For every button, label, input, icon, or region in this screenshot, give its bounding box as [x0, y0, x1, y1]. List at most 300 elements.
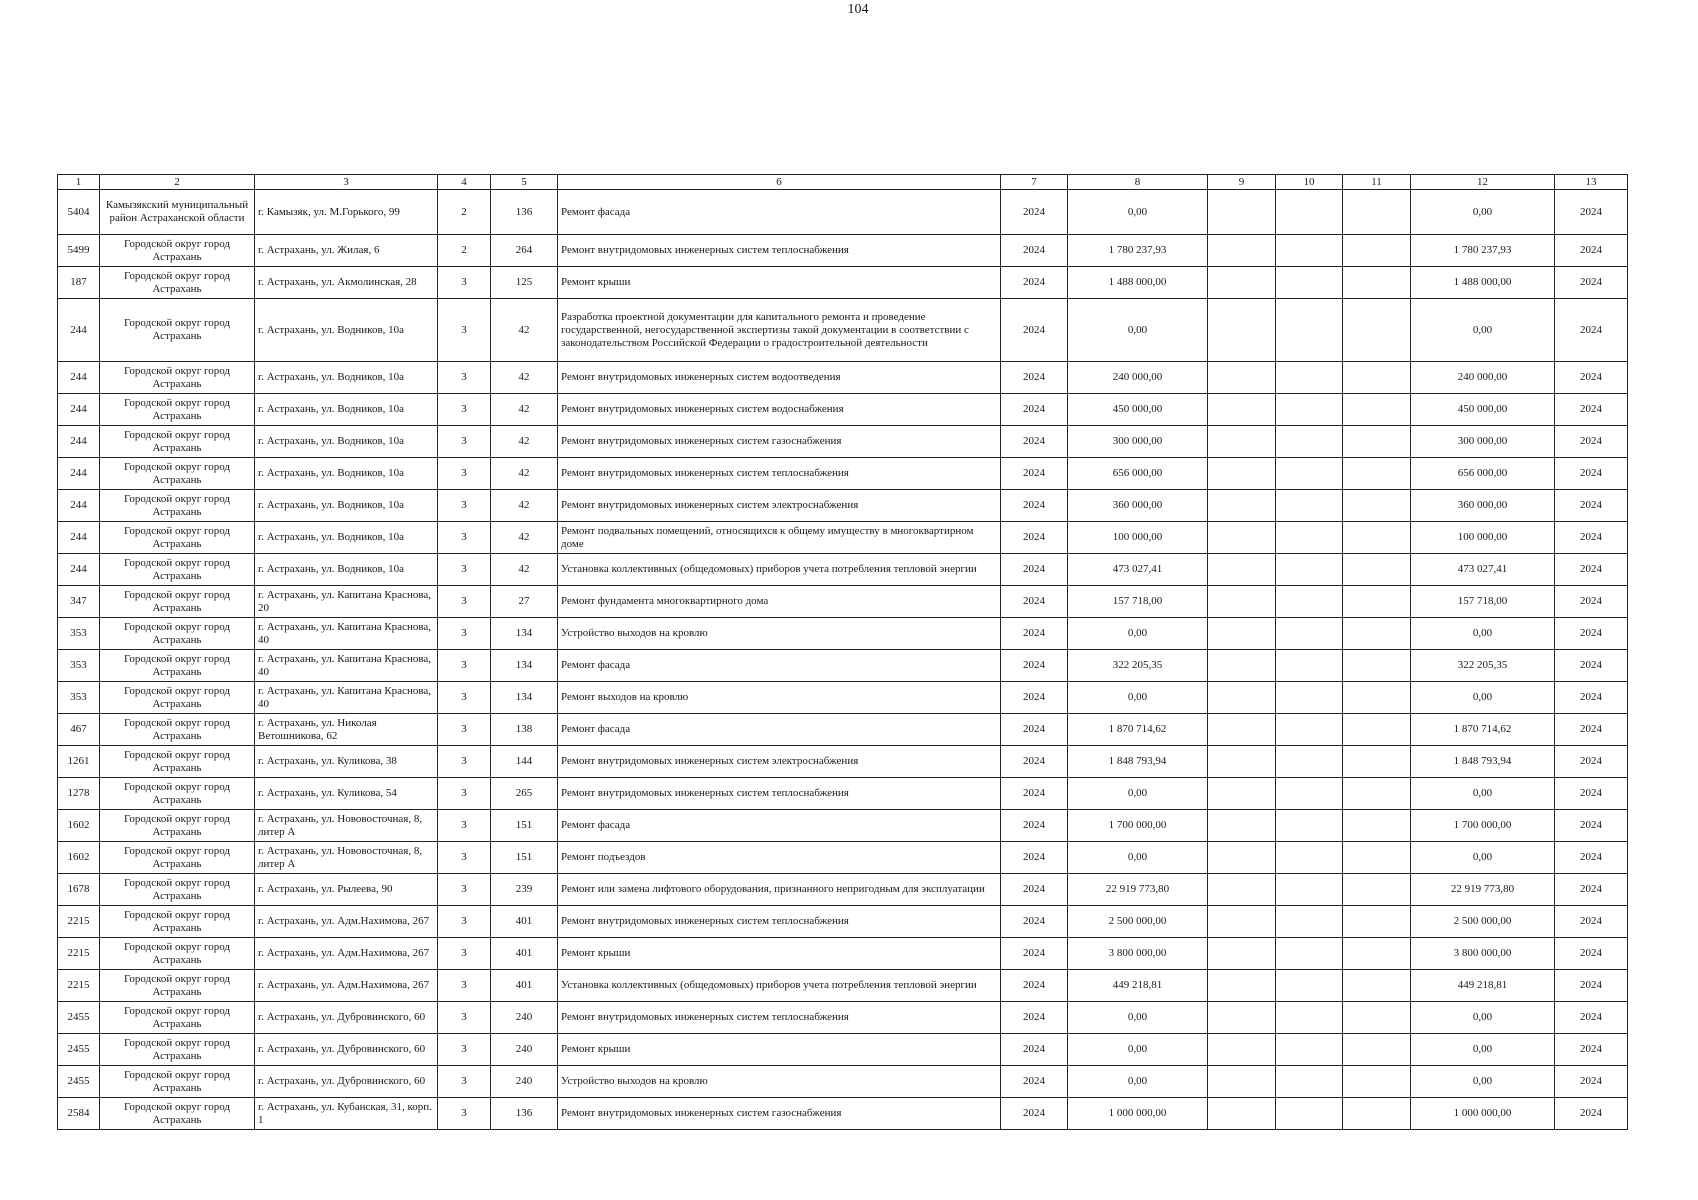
cell-col-13: 2024: [1555, 522, 1628, 554]
cell-col-7: 2024: [1001, 267, 1068, 299]
cell-col-10: [1276, 235, 1343, 267]
cell-col-9: [1208, 618, 1276, 650]
cell-col-5: 239: [491, 874, 558, 906]
cell-col-10: [1276, 586, 1343, 618]
cell-col-12: 0,00: [1411, 1002, 1555, 1034]
cell-col-9: [1208, 1066, 1276, 1098]
cell-col-12: 656 000,00: [1411, 458, 1555, 490]
table-row: [58, 362, 1628, 394]
column-header-7: 7: [1001, 175, 1068, 190]
cell-col-11: [1343, 714, 1411, 746]
cell-col-1: 244: [58, 522, 100, 554]
cell-col-4: 3: [438, 746, 491, 778]
cell-col-9: [1208, 906, 1276, 938]
cell-col-6: Ремонт внутридомовых инженерных систем водоснабжения: [558, 394, 1001, 426]
cell-col-5: 264: [491, 235, 558, 267]
cell-col-5: 136: [491, 190, 558, 235]
cell-col-12: 1 488 000,00: [1411, 267, 1555, 299]
column-header-8: 8: [1068, 175, 1208, 190]
cell-col-8: 1 488 000,00: [1068, 267, 1208, 299]
cell-col-3: г. Астрахань, ул. Акмолинская, 28: [255, 267, 438, 299]
column-header-4: 4: [438, 175, 491, 190]
cell-col-7: 2024: [1001, 1066, 1068, 1098]
cell-col-4: 3: [438, 1098, 491, 1130]
cell-col-8: 0,00: [1068, 682, 1208, 714]
cell-col-4: 3: [438, 1034, 491, 1066]
cell-col-3: г. Астрахань, ул. Адм.Нахимова, 267: [255, 938, 438, 970]
cell-col-8: 449 218,81: [1068, 970, 1208, 1002]
cell-col-10: [1276, 970, 1343, 1002]
cell-col-13: 2024: [1555, 682, 1628, 714]
column-header-3: 3: [255, 175, 438, 190]
cell-col-1: 2215: [58, 938, 100, 970]
cell-col-6: Разработка проектной документации для капитального ремонта и проведение государственной, негосударственной экспертизы такой документации в соответствии с законодательством Российской Федерации о градостроительной деятельности: [558, 299, 1001, 362]
cell-col-9: [1208, 970, 1276, 1002]
cell-col-13: 2024: [1555, 299, 1628, 362]
cell-col-1: 467: [58, 714, 100, 746]
cell-col-11: [1343, 874, 1411, 906]
cell-col-11: [1343, 842, 1411, 874]
cell-col-3: г. Астрахань, ул. Нововосточная, 8, литер А: [255, 842, 438, 874]
cell-col-13: 2024: [1555, 618, 1628, 650]
cell-col-13: 2024: [1555, 235, 1628, 267]
cell-col-12: 3 800 000,00: [1411, 938, 1555, 970]
cell-col-5: 27: [491, 586, 558, 618]
cell-col-7: 2024: [1001, 394, 1068, 426]
cell-col-11: [1343, 586, 1411, 618]
cell-col-9: [1208, 842, 1276, 874]
cell-col-13: 2024: [1555, 778, 1628, 810]
cell-col-5: 42: [491, 490, 558, 522]
cell-col-12: 0,00: [1411, 299, 1555, 362]
cell-col-2: Городской округ город Астрахань: [100, 1034, 255, 1066]
cell-col-12: 473 027,41: [1411, 554, 1555, 586]
cell-col-7: 2024: [1001, 714, 1068, 746]
table-row: [58, 267, 1628, 299]
cell-col-3: г. Астрахань, ул. Водников, 10а: [255, 554, 438, 586]
cell-col-8: 3 800 000,00: [1068, 938, 1208, 970]
cell-col-5: 136: [491, 1098, 558, 1130]
cell-col-9: [1208, 938, 1276, 970]
cell-col-4: 3: [438, 682, 491, 714]
cell-col-13: 2024: [1555, 842, 1628, 874]
cell-col-7: 2024: [1001, 490, 1068, 522]
cell-col-10: [1276, 938, 1343, 970]
cell-col-4: 3: [438, 810, 491, 842]
cell-col-10: [1276, 490, 1343, 522]
cell-col-1: 347: [58, 586, 100, 618]
cell-col-3: г. Астрахань, ул. Жилая, 6: [255, 235, 438, 267]
cell-col-9: [1208, 586, 1276, 618]
table-row: [58, 190, 1628, 235]
cell-col-6: Ремонт внутридомовых инженерных систем электроснабжения: [558, 490, 1001, 522]
page-number: 104: [847, 2, 869, 17]
cell-col-10: [1276, 299, 1343, 362]
cell-col-5: 265: [491, 778, 558, 810]
cell-col-8: 240 000,00: [1068, 362, 1208, 394]
cell-col-6: Ремонт внутридомовых инженерных систем теплоснабжения: [558, 458, 1001, 490]
cell-col-9: [1208, 426, 1276, 458]
cell-col-11: [1343, 1002, 1411, 1034]
cell-col-8: 2 500 000,00: [1068, 906, 1208, 938]
cell-col-13: 2024: [1555, 458, 1628, 490]
cell-col-10: [1276, 906, 1343, 938]
cell-col-9: [1208, 458, 1276, 490]
table-row: [58, 1066, 1628, 1098]
cell-col-6: Ремонт фасада: [558, 650, 1001, 682]
table-row: [58, 1098, 1628, 1130]
cell-col-13: 2024: [1555, 938, 1628, 970]
cell-col-11: [1343, 190, 1411, 235]
cell-col-3: г. Астрахань, ул. Дубровинского, 60: [255, 1002, 438, 1034]
table-row: [58, 235, 1628, 267]
cell-col-8: 0,00: [1068, 1002, 1208, 1034]
cell-col-9: [1208, 362, 1276, 394]
cell-col-8: 656 000,00: [1068, 458, 1208, 490]
cell-col-3: г. Астрахань, ул. Нововосточная, 8, литер А: [255, 810, 438, 842]
cell-col-7: 2024: [1001, 938, 1068, 970]
cell-col-9: [1208, 522, 1276, 554]
cell-col-11: [1343, 618, 1411, 650]
cell-col-9: [1208, 874, 1276, 906]
column-header-6: 6: [558, 175, 1001, 190]
cell-col-9: [1208, 714, 1276, 746]
cell-col-9: [1208, 1034, 1276, 1066]
column-header-12: 12: [1411, 175, 1555, 190]
cell-col-3: г. Астрахань, ул. Куликова, 38: [255, 746, 438, 778]
cell-col-2: Городской округ город Астрахань: [100, 267, 255, 299]
table-header-row: [58, 175, 1628, 190]
cell-col-11: [1343, 426, 1411, 458]
cell-col-11: [1343, 1066, 1411, 1098]
cell-col-8: 473 027,41: [1068, 554, 1208, 586]
table-row: [58, 938, 1628, 970]
cell-col-1: 1602: [58, 842, 100, 874]
cell-col-8: 1 700 000,00: [1068, 810, 1208, 842]
cell-col-13: 2024: [1555, 810, 1628, 842]
column-header-1: 1: [58, 175, 100, 190]
cell-col-11: [1343, 1034, 1411, 1066]
cell-col-1: 1602: [58, 810, 100, 842]
cell-col-10: [1276, 554, 1343, 586]
cell-col-1: 1261: [58, 746, 100, 778]
cell-col-9: [1208, 1002, 1276, 1034]
cell-col-9: [1208, 746, 1276, 778]
cell-col-4: 3: [438, 1002, 491, 1034]
cell-col-11: [1343, 810, 1411, 842]
cell-col-12: 2 500 000,00: [1411, 906, 1555, 938]
cell-col-4: 3: [438, 299, 491, 362]
cell-col-7: 2024: [1001, 970, 1068, 1002]
table-row: [58, 778, 1628, 810]
cell-col-10: [1276, 650, 1343, 682]
cell-col-6: Ремонт выходов на кровлю: [558, 682, 1001, 714]
cell-col-10: [1276, 426, 1343, 458]
cell-col-4: 3: [438, 714, 491, 746]
table-row: [58, 522, 1628, 554]
table-row: [58, 682, 1628, 714]
cell-col-12: 100 000,00: [1411, 522, 1555, 554]
cell-col-10: [1276, 746, 1343, 778]
cell-col-7: 2024: [1001, 426, 1068, 458]
cell-col-13: 2024: [1555, 650, 1628, 682]
cell-col-3: г. Астрахань, ул. Капитана Краснова, 40: [255, 650, 438, 682]
cell-col-13: 2024: [1555, 1098, 1628, 1130]
cell-col-1: 244: [58, 458, 100, 490]
cell-col-7: 2024: [1001, 362, 1068, 394]
cell-col-11: [1343, 682, 1411, 714]
cell-col-12: 450 000,00: [1411, 394, 1555, 426]
cell-col-9: [1208, 810, 1276, 842]
cell-col-6: Устройство выходов на кровлю: [558, 1066, 1001, 1098]
cell-col-7: 2024: [1001, 458, 1068, 490]
cell-col-12: 0,00: [1411, 1066, 1555, 1098]
cell-col-9: [1208, 267, 1276, 299]
cell-col-10: [1276, 522, 1343, 554]
cell-col-10: [1276, 362, 1343, 394]
cell-col-2: Городской округ город Астрахань: [100, 362, 255, 394]
cell-col-12: 1 700 000,00: [1411, 810, 1555, 842]
cell-col-13: 2024: [1555, 362, 1628, 394]
cell-col-7: 2024: [1001, 235, 1068, 267]
cell-col-11: [1343, 394, 1411, 426]
cell-col-7: 2024: [1001, 299, 1068, 362]
cell-col-8: 450 000,00: [1068, 394, 1208, 426]
cell-col-2: Городской округ город Астрахань: [100, 746, 255, 778]
cell-col-4: 3: [438, 394, 491, 426]
cell-col-6: Установка коллективных (общедомовых) приборов учета потребления тепловой энергии: [558, 970, 1001, 1002]
cell-col-3: г. Астрахань, ул. Дубровинского, 60: [255, 1034, 438, 1066]
cell-col-6: Ремонт фасада: [558, 810, 1001, 842]
cell-col-3: г. Астрахань, ул. Водников, 10а: [255, 458, 438, 490]
cell-col-5: 42: [491, 426, 558, 458]
cell-col-11: [1343, 906, 1411, 938]
column-header-11: 11: [1343, 175, 1411, 190]
cell-col-8: 322 205,35: [1068, 650, 1208, 682]
cell-col-1: 2455: [58, 1034, 100, 1066]
cell-col-13: 2024: [1555, 906, 1628, 938]
cell-col-9: [1208, 394, 1276, 426]
cell-col-6: Ремонт внутридомовых инженерных систем электроснабжения: [558, 746, 1001, 778]
cell-col-13: 2024: [1555, 970, 1628, 1002]
cell-col-6: Ремонт фасада: [558, 714, 1001, 746]
cell-col-1: 353: [58, 682, 100, 714]
cell-col-7: 2024: [1001, 906, 1068, 938]
cell-col-8: 0,00: [1068, 1034, 1208, 1066]
cell-col-7: 2024: [1001, 874, 1068, 906]
cell-col-1: 2215: [58, 906, 100, 938]
cell-col-7: 2024: [1001, 650, 1068, 682]
cell-col-3: г. Астрахань, ул. Водников, 10а: [255, 490, 438, 522]
cell-col-1: 2455: [58, 1002, 100, 1034]
cell-col-3: г. Астрахань, ул. Адм.Нахимова, 267: [255, 970, 438, 1002]
column-header-13: 13: [1555, 175, 1628, 190]
cell-col-10: [1276, 842, 1343, 874]
cell-col-1: 244: [58, 394, 100, 426]
cell-col-13: 2024: [1555, 1002, 1628, 1034]
cell-col-13: 2024: [1555, 554, 1628, 586]
cell-col-10: [1276, 394, 1343, 426]
cell-col-2: Городской округ город Астрахань: [100, 490, 255, 522]
cell-col-2: Городской округ город Астрахань: [100, 906, 255, 938]
cell-col-2: Городской округ город Астрахань: [100, 778, 255, 810]
cell-col-2: Городской округ город Астрахань: [100, 1066, 255, 1098]
table-row: [58, 394, 1628, 426]
cell-col-1: 5404: [58, 190, 100, 235]
cell-col-4: 3: [438, 618, 491, 650]
cell-col-5: 138: [491, 714, 558, 746]
cell-col-11: [1343, 235, 1411, 267]
cell-col-9: [1208, 778, 1276, 810]
cell-col-6: Ремонт крыши: [558, 1034, 1001, 1066]
cell-col-10: [1276, 1034, 1343, 1066]
cell-col-8: 0,00: [1068, 299, 1208, 362]
cell-col-6: Ремонт фасада: [558, 190, 1001, 235]
cell-col-7: 2024: [1001, 682, 1068, 714]
table-row: [58, 490, 1628, 522]
cell-col-12: 449 218,81: [1411, 970, 1555, 1002]
cell-col-3: г. Камызяк, ул. М.Горького, 99: [255, 190, 438, 235]
cell-col-2: Городской округ город Астрахань: [100, 458, 255, 490]
cell-col-1: 244: [58, 299, 100, 362]
cell-col-4: 3: [438, 458, 491, 490]
cell-col-13: 2024: [1555, 586, 1628, 618]
cell-col-11: [1343, 267, 1411, 299]
cell-col-3: г. Астрахань, ул. Водников, 10а: [255, 299, 438, 362]
cell-col-10: [1276, 810, 1343, 842]
cell-col-7: 2024: [1001, 190, 1068, 235]
cell-col-5: 401: [491, 938, 558, 970]
cell-col-2: Городской округ город Астрахань: [100, 554, 255, 586]
cell-col-10: [1276, 682, 1343, 714]
cell-col-5: 42: [491, 522, 558, 554]
cell-col-5: 240: [491, 1066, 558, 1098]
column-header-9: 9: [1208, 175, 1276, 190]
cell-col-5: 42: [491, 394, 558, 426]
cell-col-5: 42: [491, 362, 558, 394]
cell-col-1: 2584: [58, 1098, 100, 1130]
cell-col-5: 240: [491, 1002, 558, 1034]
cell-col-6: Ремонт внутридомовых инженерных систем газоснабжения: [558, 1098, 1001, 1130]
table-row: [58, 426, 1628, 458]
cell-col-10: [1276, 618, 1343, 650]
cell-col-2: Городской округ город Астрахань: [100, 426, 255, 458]
cell-col-1: 1678: [58, 874, 100, 906]
cell-col-10: [1276, 1066, 1343, 1098]
cell-col-8: 100 000,00: [1068, 522, 1208, 554]
cell-col-12: 22 919 773,80: [1411, 874, 1555, 906]
cell-col-10: [1276, 874, 1343, 906]
cell-col-13: 2024: [1555, 714, 1628, 746]
table-row: [58, 906, 1628, 938]
cell-col-3: г. Астрахань, ул. Водников, 10а: [255, 426, 438, 458]
cell-col-5: 151: [491, 842, 558, 874]
cell-col-2: Городской округ город Астрахань: [100, 938, 255, 970]
cell-col-12: 157 718,00: [1411, 586, 1555, 618]
cell-col-4: 3: [438, 267, 491, 299]
cell-col-8: 1 870 714,62: [1068, 714, 1208, 746]
cell-col-11: [1343, 970, 1411, 1002]
table-row: [58, 714, 1628, 746]
cell-col-8: 1 000 000,00: [1068, 1098, 1208, 1130]
table-row: [58, 970, 1628, 1002]
cell-col-8: 0,00: [1068, 618, 1208, 650]
cell-col-2: Городской округ город Астрахань: [100, 810, 255, 842]
cell-col-8: 0,00: [1068, 1066, 1208, 1098]
cell-col-2: Городской округ город Астрахань: [100, 299, 255, 362]
cell-col-10: [1276, 458, 1343, 490]
cell-col-9: [1208, 235, 1276, 267]
cell-col-9: [1208, 190, 1276, 235]
cell-col-5: 240: [491, 1034, 558, 1066]
cell-col-4: 3: [438, 1066, 491, 1098]
cell-col-12: 1 848 793,94: [1411, 746, 1555, 778]
cell-col-10: [1276, 714, 1343, 746]
cell-col-9: [1208, 490, 1276, 522]
cell-col-12: 0,00: [1411, 618, 1555, 650]
cell-col-12: 240 000,00: [1411, 362, 1555, 394]
cell-col-5: 42: [491, 458, 558, 490]
table-row: [58, 650, 1628, 682]
cell-col-12: 0,00: [1411, 682, 1555, 714]
cell-col-13: 2024: [1555, 394, 1628, 426]
table-row: [58, 842, 1628, 874]
cell-col-11: [1343, 522, 1411, 554]
cell-col-10: [1276, 1002, 1343, 1034]
cell-col-10: [1276, 1098, 1343, 1130]
cell-col-1: 244: [58, 426, 100, 458]
table-row: [58, 1002, 1628, 1034]
cell-col-6: Ремонт внутридомовых инженерных систем водоотведения: [558, 362, 1001, 394]
cell-col-6: Ремонт внутридомовых инженерных систем теплоснабжения: [558, 1002, 1001, 1034]
cell-col-4: 3: [438, 490, 491, 522]
cell-col-2: Городской округ город Астрахань: [100, 522, 255, 554]
cell-col-13: 2024: [1555, 267, 1628, 299]
cell-col-12: 1 870 714,62: [1411, 714, 1555, 746]
cell-col-5: 42: [491, 299, 558, 362]
column-header-5: 5: [491, 175, 558, 190]
cell-col-5: 401: [491, 906, 558, 938]
cell-col-11: [1343, 490, 1411, 522]
cell-col-7: 2024: [1001, 746, 1068, 778]
cell-col-11: [1343, 554, 1411, 586]
cell-col-12: 322 205,35: [1411, 650, 1555, 682]
repair-program-table: [57, 174, 1628, 1130]
cell-col-9: [1208, 682, 1276, 714]
cell-col-13: 2024: [1555, 874, 1628, 906]
cell-col-3: г. Астрахань, ул. Капитана Краснова, 20: [255, 586, 438, 618]
cell-col-11: [1343, 778, 1411, 810]
cell-col-5: 134: [491, 650, 558, 682]
cell-col-4: 3: [438, 586, 491, 618]
cell-col-1: 353: [58, 650, 100, 682]
cell-col-8: 360 000,00: [1068, 490, 1208, 522]
cell-col-4: 2: [438, 235, 491, 267]
cell-col-8: 0,00: [1068, 190, 1208, 235]
cell-col-6: Ремонт внутридомовых инженерных систем теплоснабжения: [558, 906, 1001, 938]
table-row: [58, 586, 1628, 618]
cell-col-2: Городской округ город Астрахань: [100, 842, 255, 874]
cell-col-2: Городской округ город Астрахань: [100, 618, 255, 650]
cell-col-7: 2024: [1001, 842, 1068, 874]
cell-col-3: г. Астрахань, ул. Куликова, 54: [255, 778, 438, 810]
cell-col-8: 1 848 793,94: [1068, 746, 1208, 778]
cell-col-6: Устройство выходов на кровлю: [558, 618, 1001, 650]
cell-col-12: 0,00: [1411, 190, 1555, 235]
cell-col-9: [1208, 554, 1276, 586]
cell-col-3: г. Астрахань, ул. Николая Ветошникова, 62: [255, 714, 438, 746]
cell-col-7: 2024: [1001, 778, 1068, 810]
